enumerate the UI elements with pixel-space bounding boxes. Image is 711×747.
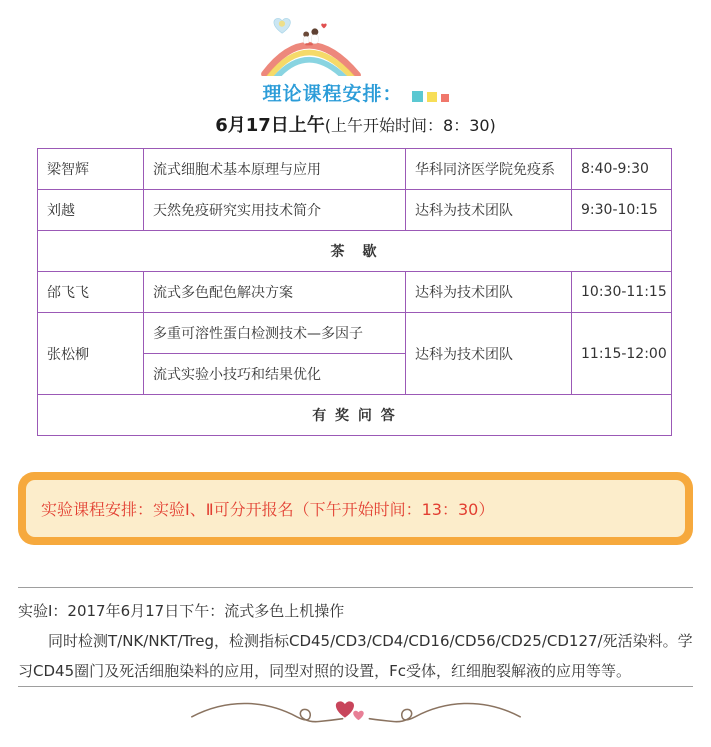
table-row — [38, 149, 672, 190]
big-heart-icon — [335, 701, 353, 717]
rainbow-illustration-wrap — [0, 14, 711, 80]
table-row-quiz — [38, 395, 672, 436]
cell-org: 达科为技术团队 — [406, 190, 572, 231]
cell-org: 华科同济医学院免疫系 — [406, 149, 572, 190]
red-square-icon — [441, 94, 449, 102]
schedule-table — [37, 148, 672, 436]
title-row — [0, 82, 711, 106]
cell-topic: 天然免疫研究实用技术简介 — [144, 190, 406, 231]
cell-tea-break: 茶 歇 — [38, 231, 672, 272]
lab1-heading: 实验Ⅰ：2017年6月17日下午：流式多色上机操作 — [18, 602, 345, 620]
title-decoration-squares — [408, 91, 449, 106]
cell-quiz: 有 奖 问 答 — [38, 395, 672, 436]
cell-topic: 多重可溶性蛋白检测技术—多因子 — [144, 313, 406, 354]
heart-balloon-icon — [273, 18, 289, 33]
small-heart-icon — [353, 711, 364, 720]
cell-org: 达科为技术团队 — [406, 272, 572, 313]
yellow-square-icon — [427, 92, 437, 102]
hearts-divider-wrap — [0, 691, 711, 737]
teal-square-icon — [412, 91, 423, 102]
cell-topic: 流式实验小技巧和结果优化 — [144, 354, 406, 395]
cell-time: 10:30-11:15 — [572, 272, 672, 313]
cell-org: 达科为技术团队 — [406, 313, 572, 395]
table-row — [38, 313, 672, 354]
date-subtitle — [0, 111, 711, 137]
date-subtitle-rest: (上午开始时间：8：30) — [324, 116, 496, 135]
cell-speaker: 张松柳 — [38, 313, 144, 395]
cell-topic: 流式细胞术基本原理与应用 — [144, 149, 406, 190]
cell-speaker: 邰飞飞 — [38, 272, 144, 313]
cell-time: 11:15-12:00 — [572, 313, 672, 395]
cell-topic: 流式多色配色解决方案 — [144, 272, 406, 313]
lab-notice-text: 实验课程安排：实验Ⅰ、Ⅱ可分开报名（下午开始时间：13：30） — [26, 480, 685, 537]
lab1-paragraph: 同时检测T/NK/NKT/Treg，检测指标CD45/CD3/CD4/CD16/CD56/CD25/CD127/死活染料。学习CD45圈门及死活细胞染料的应用，同型对照的设置，Fc受体，红细胞裂解液的应用等等。 — [18, 632, 693, 680]
date-subtitle-bold: 6月17日上午 — [215, 115, 325, 136]
table-row — [38, 272, 672, 313]
top-divider-line — [18, 587, 693, 588]
table-row-break — [38, 231, 672, 272]
rainbow-icon — [261, 14, 361, 76]
table-row — [38, 190, 672, 231]
bottom-divider-line — [18, 686, 693, 687]
cell-time: 8:40-9:30 — [572, 149, 672, 190]
cell-speaker: 梁智辉 — [38, 149, 144, 190]
hearts-divider-icon — [176, 691, 536, 733]
cell-time: 9:30-10:15 — [572, 190, 672, 231]
page-title: 理论课程安排： — [262, 83, 403, 105]
page-header — [0, 0, 711, 137]
lab1-section — [18, 587, 693, 687]
cell-speaker: 刘越 — [38, 190, 144, 231]
tiny-heart-icon — [321, 24, 326, 29]
lab-notice-banner — [18, 472, 693, 545]
